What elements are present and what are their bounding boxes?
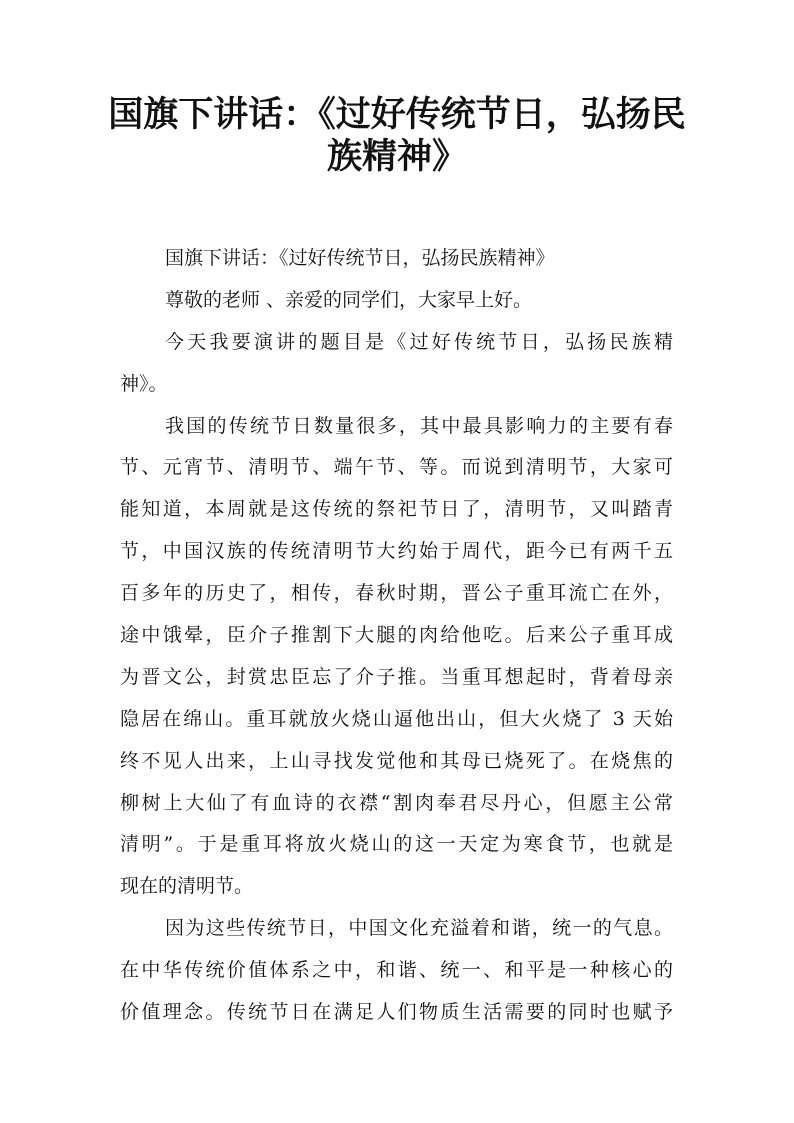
text-line: 清明”。于是重耳将放火烧山的这一天定为寒食节，也就是 [120,833,673,856]
document-title [100,94,694,178]
title-line: 族精神》 [326,136,467,177]
text-line: 节、元宵节、清明节、端午节、等。而说到清明节，大家可 [120,456,673,479]
paragraph [120,406,673,909]
paragraph [120,280,673,322]
paragraph [120,322,673,406]
text-line: 国旗下讲话：《过好传统节日，弘扬民族精神》 [165,247,555,269]
paragraph [120,908,673,1034]
text-line: 价值理念。传统节日在满足人们物质生活需要的同时也赋予 [120,1001,673,1024]
text-line: 百多年的历史了，相传，春秋时期，晋公子重耳流亡在外， [120,582,673,605]
text-line: 因为这些传统节日，中国文化充溢着和谐，统一的气息。 [165,917,673,940]
text-line: 现在的清明节。 [120,875,254,898]
text-line: 在中华传统价值体系之中，和谐、统一、和平是一种核心的 [120,959,673,982]
text-line: 节，中国汉族的传统清明节大约始于周代，距今已有两千五 [120,540,673,563]
text-line: 能知道，本周就是这传统的祭祀节日了，清明节，又叫踏青 [120,498,673,521]
text-line: 途中饿晕，臣介子推割下大腿的肉给他吃。后来公子重耳成 [120,624,673,647]
title-line: 国旗下讲话：《过好传统节日，弘扬民 [108,94,686,135]
text-line: 隐居在绵山。重耳就放火烧山逼他出山，但大火烧了 3 天始 [120,707,673,730]
text-line: 为晋文公，封赏忠臣忘了介子推。当重耳想起时，背着母亲 [120,665,673,688]
text-line: 今天我要演讲的题目是《过好传统节日，弘扬民族精 [165,330,673,353]
paragraph [120,238,673,280]
text-line: 尊敬的老师 、亲爱的同学们，大家早上好。 [165,288,533,311]
text-line: 神》。 [120,372,168,395]
document-body [120,238,673,1034]
text-line: 我国的传统节日数量很多，其中最具影响力的主要有春 [165,414,673,437]
text-line: 柳树上大仙了有血诗的衣襟“割肉奉君尽丹心，但愿主公常 [120,791,673,814]
text-line: 终不见人出来，上山寻找发觉他和其母已烧死了。在烧焦的 [120,749,673,772]
